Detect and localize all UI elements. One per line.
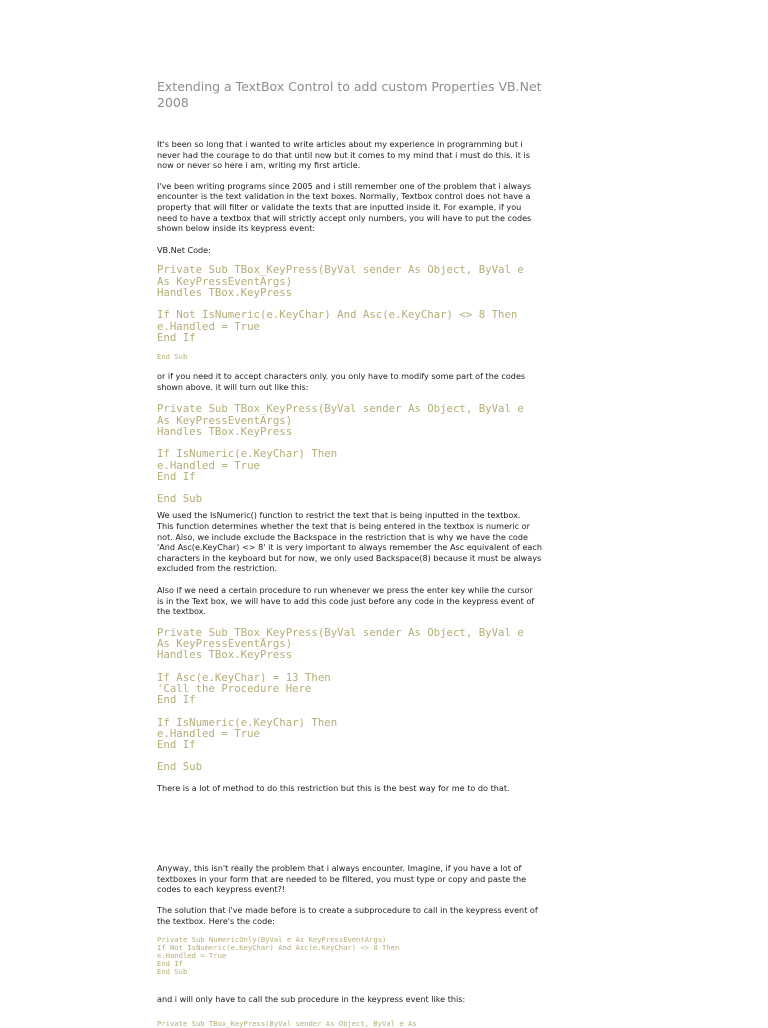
code-block-characters-only (157, 403, 577, 504)
problem-paragraph: I've been writing programs since 2005 and i still remember one of the problem that i always encounter is the text validation in the text boxes. Normally, Textbox control does not have a property that will filter or validate the texts that are inputted inside it. For example, if you need to have a textbox that will strictly accept only numbers, you will have to put the codes shown below inside its keypress event: (157, 180, 532, 234)
code-block-numeric-only (157, 264, 577, 361)
code-end-sub: End Sub (157, 760, 203, 774)
article (157, 79, 577, 1028)
best-method-paragraph: There is a lot of method to do this restriction but this is the best way for me to do that. (157, 782, 510, 793)
code-signature: Private Sub TBox_KeyPress(ByVal sender As Object, ByVal e As KeyPressEventArgs) Handles TBox.KeyPress (157, 625, 524, 662)
code-end-sub: End Sub (157, 492, 203, 506)
characters-only-paragraph: or if you need it to accept characters only. you only have to modify some part of the codes shown above. it will turn out like this: (157, 371, 526, 392)
isnumeric-explanation-paragraph: We used the IsNumeric() function to restrict the text that is being inputted in the textbox. This function determines whether the text that is being entered in the textbox is numeric or not. Also, we include exclude the Backspace in the restriction that is why we have the code 'And Asc(e.KeyChar) <> 8' it is very important to always remember the Asc equivalent of each characters in the keyboard but for now, we only used Backspace(8) because it must be always excluded from the restriction. (157, 510, 542, 574)
many-textboxes-paragraph: Anyway, this isn't really the problem that i always encounter. Imagine, if you have a lot of textboxes in your form that are needed to be filtered, you must type or copy and paste the codes to each keypress event?! (157, 863, 527, 895)
enter-key-paragraph: Also if we need a certain procedure to run whenever we press the enter key while the cursor is in the Text box, we will have to add this code just before any code in the keypress event of the textbox. (157, 584, 535, 617)
code-end-sub: End Sub (157, 352, 188, 362)
code-signature: Private Sub TBox_KeyPress(ByVal sender As Object, ByVal e As KeyPressEventArgs) Handles TBox.KeyPress (157, 402, 524, 438)
code-block-enter-key (157, 627, 577, 773)
code-if-enter-block: If Asc(e.KeyChar) = 13 Then 'Call the Procedure Here End If (157, 670, 331, 707)
call-sub-paragraph: and i will only have to call the sub procedure in the keypress event like this: (157, 994, 466, 1005)
subprocedure-paragraph: The solution that i've made before is to create a subprocedure to call in the keypress event of the textbox. Here's the code: (157, 905, 538, 926)
intro-paragraph: It's been so long that i wanted to write articles about my experience in programming but i never had the courage to do that until now but it comes to my mind that i must do this. it is now or never so here i am, writing my first article. (157, 139, 530, 171)
code-signature: Private Sub TBox_KeyPress(ByVal sender As Object, ByVal e As KeyPressEventArgs) Handles TBox.KeyPress (157, 263, 524, 299)
code-label: VB.Net Code: (157, 244, 211, 255)
code-if-numeric-block: If IsNumeric(e.KeyChar) Then e.Handled = True End If (157, 715, 338, 752)
page-title: Extending a TextBox Control to add custom Properties VB.Net 2008 (157, 79, 542, 110)
code-if-block: If Not IsNumeric(e.KeyChar) And Asc(e.KeyChar) <> 8 Then e.Handled = True End If (157, 308, 518, 344)
code-block-numeric-only-sub: Private Sub NumericOnly(ByVal e As KeyPressEventArgs) If Not IsNumeric(e.KeyChar) And Asc(e.KeyChar) <> 8 Then e.Handled = True End If End Sub (157, 935, 400, 977)
code-block-call-sub: Private Sub TBox_KeyPress(ByVal sender As Object, ByVal e As (157, 1018, 417, 1028)
code-if-block: If IsNumeric(e.KeyChar) Then e.Handled = True End If (157, 447, 338, 483)
